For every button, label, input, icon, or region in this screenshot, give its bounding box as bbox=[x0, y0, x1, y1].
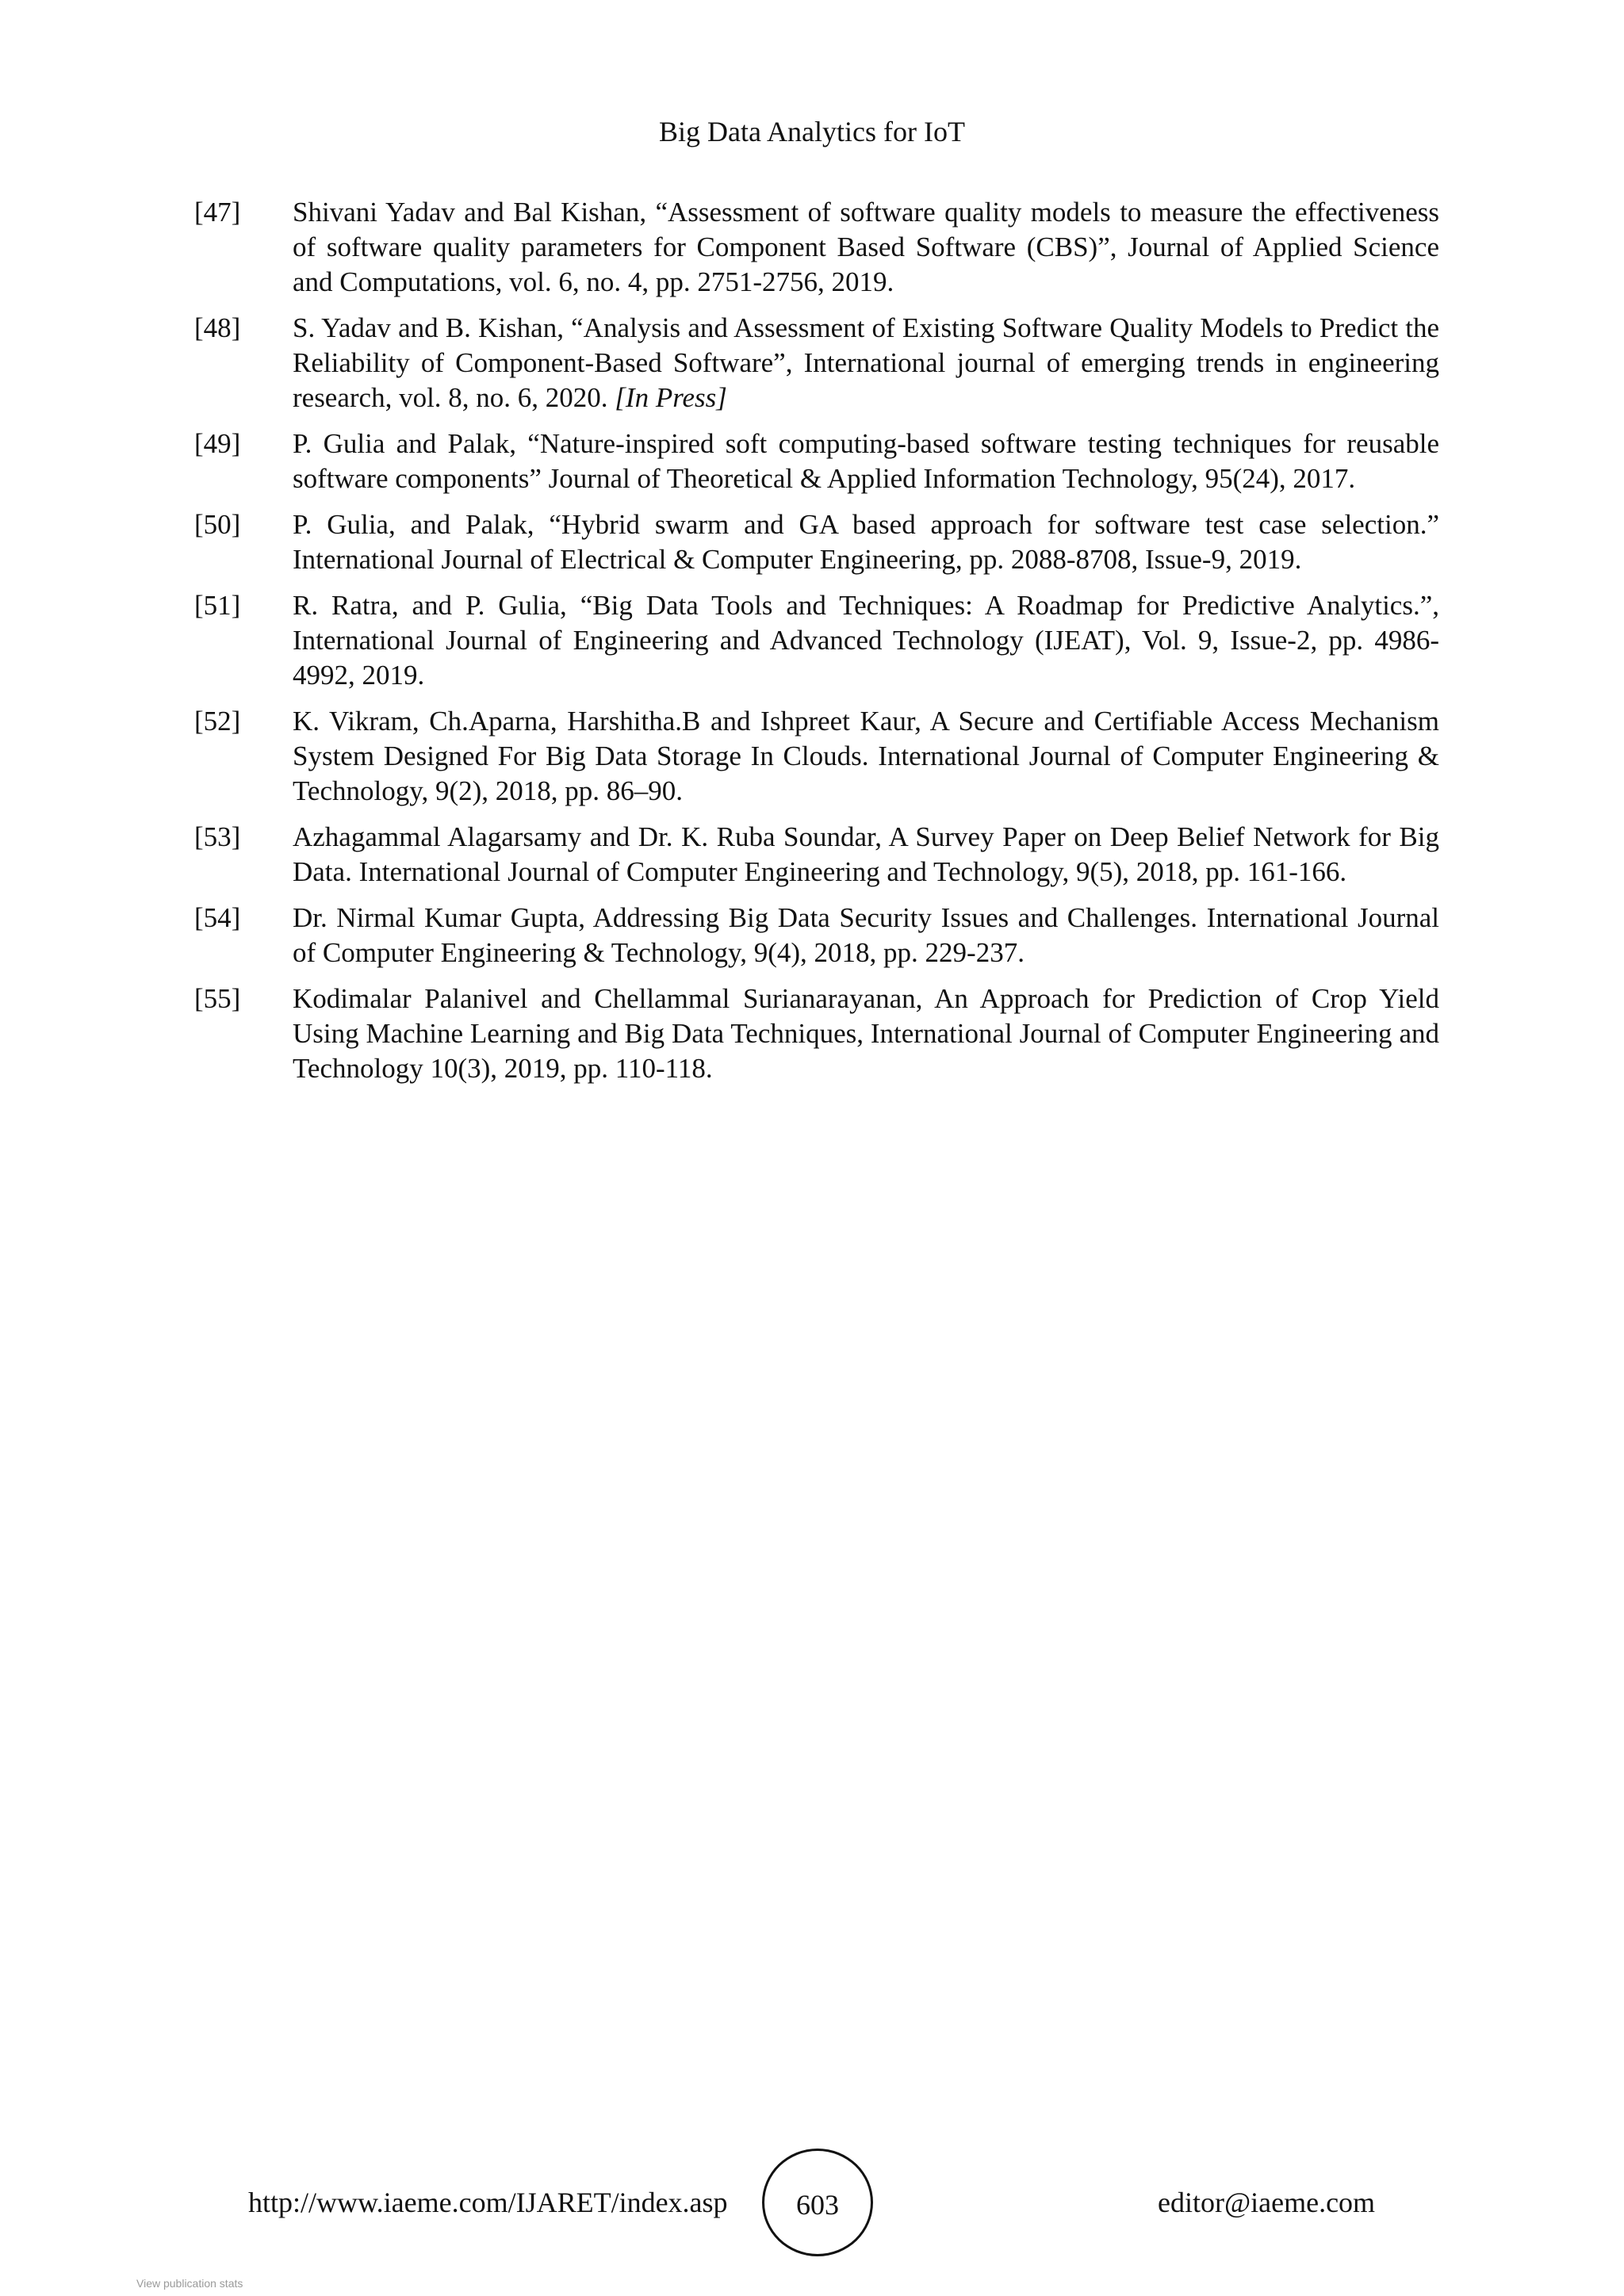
reference-text: Shivani Yadav and Bal Kishan, “Assessment of software quality models to measure the effectiveness of software quality parameters for Component Based Software (CBS)”, Journal of Applied Science and Computations, vol. 6, no. 4, pp. 2751-2756, 2019. bbox=[293, 197, 1439, 297]
journal-url-link[interactable]: http://www.iaeme.com/IJARET/index.asp bbox=[248, 2187, 728, 2218]
reference-item bbox=[194, 820, 1439, 890]
reference-text: P. Gulia, and Palak, “Hybrid swarm and GA based approach for software test case selection.” International Journal of Electrical & Computer Engineering, pp. 2088-8708, Issue-9, 2019. bbox=[293, 509, 1439, 575]
reference-item bbox=[194, 507, 1439, 577]
reference-number: [52] bbox=[194, 706, 241, 737]
reference-text: Kodimalar Palanivel and Chellammal Surianarayanan, An Approach for Prediction of Crop Yield Using Machine Learning and Big Data Techniques, International Journal of Computer Engineering and Technology 10(3), 2019, pp. 110-118. bbox=[293, 983, 1439, 1084]
reference-number: [53] bbox=[194, 821, 241, 852]
reference-item bbox=[194, 311, 1439, 415]
reference-list bbox=[194, 195, 1439, 1097]
reference-number: [47] bbox=[194, 197, 241, 228]
reference-body: S. Yadav and B. Kishan, “Analysis and Assessment of Existing Software Quality Models to Predict the Reliability of Component-Based Software”, International journal of emerging trends in engineering research, vol. 8, no. 6, 2020. bbox=[293, 312, 1439, 413]
reference-number: [50] bbox=[194, 509, 241, 540]
page-number-circle bbox=[762, 2149, 873, 2256]
reference-number: [54] bbox=[194, 902, 241, 933]
reference-number: [48] bbox=[194, 312, 241, 343]
reference-item bbox=[194, 195, 1439, 300]
view-publication-stats-link[interactable]: View publication stats bbox=[136, 2277, 243, 2290]
running-header: Big Data Analytics for IoT bbox=[659, 116, 965, 147]
reference-text: P. Gulia and Palak, “Nature-inspired soft computing-based software testing techniques for reusable software components” Journal of Theoretical & Applied Information Technology, 95(24), 2017. bbox=[293, 428, 1439, 494]
reference-item bbox=[194, 982, 1439, 1086]
reference-number: [51] bbox=[194, 590, 241, 621]
reference-item bbox=[194, 704, 1439, 809]
page-footer bbox=[0, 2149, 1624, 2260]
reference-number: [55] bbox=[194, 983, 241, 1014]
reference-item bbox=[194, 427, 1439, 496]
reference-text: K. Vikram, Ch.Aparna, Harshitha.B and Ishpreet Kaur, A Secure and Certifiable Access Mechanism System Designed For Big Data Storage In Clouds. International Journal of Computer Engineering & Technology, 9(2), 2018, pp. 86–90. bbox=[293, 706, 1439, 806]
reference-text: Azhagammal Alagarsamy and Dr. K. Ruba Soundar, A Survey Paper on Deep Belief Network for Big Data. International Journal of Computer Engineering and Technology, 9(5), 2018, pp. 161-166. bbox=[293, 821, 1439, 887]
editor-email-link[interactable]: editor@iaeme.com bbox=[1158, 2187, 1376, 2218]
reference-text: R. Ratra, and P. Gulia, “Big Data Tools and Techniques: A Roadmap for Predictive Analytics.”, International Journal of Engineering and Advanced Technology (IJEAT), Vol. 9, Issue-2, pp. 4986-4992, 2019. bbox=[293, 590, 1439, 691]
reference-number: [49] bbox=[194, 428, 241, 459]
reference-text bbox=[293, 312, 1439, 413]
page-number: 603 bbox=[796, 2189, 839, 2221]
in-press-note: [In Press] bbox=[615, 382, 727, 413]
reference-item bbox=[194, 588, 1439, 693]
reference-text: Dr. Nirmal Kumar Gupta, Addressing Big Data Security Issues and Challenges. International Journal of Computer Engineering & Technology, 9(4), 2018, pp. 229-237. bbox=[293, 902, 1439, 968]
reference-item bbox=[194, 901, 1439, 970]
